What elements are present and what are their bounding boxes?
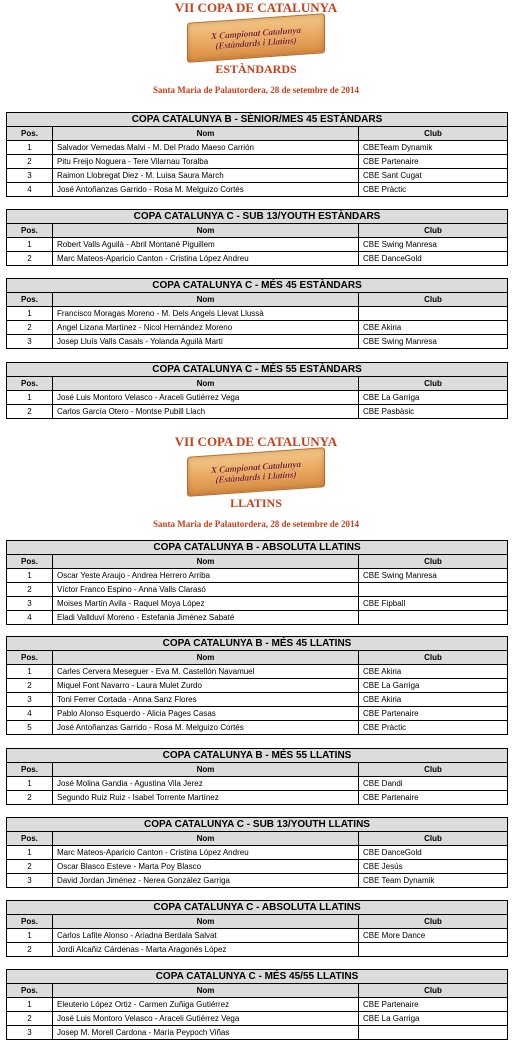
category-title: COPA CATALUNYA B - MÉS 55 LLATINS bbox=[7, 749, 508, 763]
row-pos: 2 bbox=[7, 405, 53, 419]
results-table-block bbox=[0, 636, 512, 735]
table-row bbox=[7, 155, 508, 169]
competition-title: VII COPA DE CATALUNYA bbox=[174, 0, 338, 15]
row-couple: Segundo Ruiz Ruiz - Isabel Torrente Martínez bbox=[53, 791, 359, 805]
row-couple: Jordi Alcañiz Cárdenas - Marta Aragonés López bbox=[53, 943, 359, 957]
table-row bbox=[7, 321, 508, 335]
row-couple: Josep Lluís Valls Casals - Yolanda Aguilà Marti bbox=[53, 335, 359, 349]
row-couple: Oscar Blasco Esteve - Marta Poy Blasco bbox=[53, 860, 359, 874]
table-row bbox=[7, 860, 508, 874]
row-club: CBE More Dance bbox=[359, 929, 508, 943]
table-row bbox=[7, 583, 508, 597]
event-date: Santa Maria de Palautordera, 28 de setembre de 2014 bbox=[152, 519, 360, 529]
row-club: CBE DanceGold bbox=[359, 252, 508, 266]
table-row bbox=[7, 679, 508, 693]
category-title: COPA CATALUNYA C - ABSOLUTA LLATINS bbox=[7, 901, 508, 915]
table-row bbox=[7, 405, 508, 419]
row-club: CBE Team Dynamik bbox=[359, 874, 508, 888]
col-header-pos: Pos. bbox=[7, 293, 53, 307]
results-table bbox=[6, 112, 508, 197]
row-couple: Oscar Yeste Araujo - Andrea Herrero Arriba bbox=[53, 569, 359, 583]
row-club bbox=[359, 307, 508, 321]
row-pos: 1 bbox=[7, 141, 53, 155]
standards-header bbox=[0, 0, 512, 96]
col-header-club: Club bbox=[359, 984, 508, 998]
row-pos: 2 bbox=[7, 583, 53, 597]
row-pos: 3 bbox=[7, 597, 53, 611]
row-couple: Carlos Lafite Alonso - Ariadna Berdala Salvat bbox=[53, 929, 359, 943]
table-row bbox=[7, 1026, 508, 1040]
row-couple: José Antoñanzas Garrido - Rosa M. Melguizo Cortés bbox=[53, 721, 359, 735]
table-row bbox=[7, 874, 508, 888]
row-club: CBE Pràctic bbox=[359, 721, 508, 735]
table-row bbox=[7, 569, 508, 583]
col-header-club: Club bbox=[359, 293, 508, 307]
row-club: CBE DanceGold bbox=[359, 846, 508, 860]
row-club: CBE La Garriga bbox=[359, 679, 508, 693]
row-club bbox=[359, 943, 508, 957]
row-pos: 1 bbox=[7, 998, 53, 1012]
col-header-club: Club bbox=[359, 555, 508, 569]
col-header-name: Nom bbox=[53, 832, 359, 846]
table-row bbox=[7, 998, 508, 1012]
logo-text: X Campionat Catalunya (Estàndards i Llatins) bbox=[210, 458, 302, 485]
table-row bbox=[7, 238, 508, 252]
row-club bbox=[359, 611, 508, 625]
category-title: COPA CATALUNYA C - MÉS 55 ESTÀNDARS bbox=[7, 363, 508, 377]
table-row bbox=[7, 141, 508, 155]
col-header-name: Nom bbox=[53, 377, 359, 391]
table-row bbox=[7, 597, 508, 611]
table-row bbox=[7, 183, 508, 197]
col-header-club: Club bbox=[359, 224, 508, 238]
col-header-pos: Pos. bbox=[7, 651, 53, 665]
row-club: CBE Partenaire bbox=[359, 155, 508, 169]
row-pos: 2 bbox=[7, 321, 53, 335]
row-pos: 4 bbox=[7, 707, 53, 721]
results-table bbox=[6, 278, 508, 349]
row-club: CBE Swing Manresa bbox=[359, 238, 508, 252]
row-couple: Carles Cervera Meseguer - Eva M. Castellón Navamuel bbox=[53, 665, 359, 679]
row-pos: 2 bbox=[7, 943, 53, 957]
table-row bbox=[7, 943, 508, 957]
category-title: COPA CATALUNYA B - ABSOLUTA LLATINS bbox=[7, 541, 508, 555]
event-date: Santa Maria de Palautordera, 28 de setembre de 2014 bbox=[152, 85, 360, 95]
row-club bbox=[359, 583, 508, 597]
discipline-title: LLATINS bbox=[230, 496, 282, 510]
results-table-block bbox=[0, 900, 512, 957]
discipline-title: ESTÀNDARDS bbox=[215, 62, 297, 76]
row-couple: Eladi Vallduví Moreno - Estefania Jiménez Sabaté bbox=[53, 611, 359, 625]
col-header-pos: Pos. bbox=[7, 984, 53, 998]
col-header-pos: Pos. bbox=[7, 763, 53, 777]
row-club: CBE Jesús bbox=[359, 860, 508, 874]
row-pos: 3 bbox=[7, 335, 53, 349]
row-pos: 4 bbox=[7, 611, 53, 625]
row-club: CBE Fipball bbox=[359, 597, 508, 611]
row-pos: 1 bbox=[7, 391, 53, 405]
results-table-block bbox=[0, 540, 512, 625]
row-couple: David Jordan Jiménez - Nerea González Garriga bbox=[53, 874, 359, 888]
col-header-pos: Pos. bbox=[7, 832, 53, 846]
col-header-name: Nom bbox=[53, 763, 359, 777]
row-club: CBE La Garriga bbox=[359, 1012, 508, 1026]
row-pos: 3 bbox=[7, 693, 53, 707]
row-pos: 1 bbox=[7, 307, 53, 321]
championship-logo bbox=[187, 13, 325, 63]
row-couple: Carlos García Otero - Montse Pubill Llach bbox=[53, 405, 359, 419]
col-header-name: Nom bbox=[53, 127, 359, 141]
row-couple: Pitu Freijo Noguera - Tere Vilarnau Toralba bbox=[53, 155, 359, 169]
results-table bbox=[6, 362, 508, 419]
row-club bbox=[359, 1026, 508, 1040]
row-club: CBE Partenaire bbox=[359, 707, 508, 721]
row-couple: José Luis Montoro Velasco - Araceli Gutiérrez Vega bbox=[53, 1012, 359, 1026]
row-couple: Josep M. Morell Cardona - María Peypoch Viñas bbox=[53, 1026, 359, 1040]
row-pos: 1 bbox=[7, 238, 53, 252]
results-table-block bbox=[0, 278, 512, 349]
championship-logo bbox=[187, 447, 325, 497]
row-pos: 2 bbox=[7, 860, 53, 874]
row-club: CBE Akiria bbox=[359, 321, 508, 335]
row-couple: José Antoñanzas Garrido - Rosa M. Melguizo Cortés bbox=[53, 183, 359, 197]
row-pos: 3 bbox=[7, 874, 53, 888]
row-club: CBE Pràctic bbox=[359, 183, 508, 197]
col-header-name: Nom bbox=[53, 224, 359, 238]
table-row bbox=[7, 1012, 508, 1026]
row-pos: 1 bbox=[7, 777, 53, 791]
col-header-club: Club bbox=[359, 377, 508, 391]
results-table-block bbox=[0, 209, 512, 266]
row-pos: 2 bbox=[7, 155, 53, 169]
row-pos: 1 bbox=[7, 929, 53, 943]
col-header-pos: Pos. bbox=[7, 915, 53, 929]
col-header-club: Club bbox=[359, 651, 508, 665]
row-couple: Miquel Font Navarro - Laura Mulet Zurdo bbox=[53, 679, 359, 693]
results-table-block bbox=[0, 969, 512, 1040]
row-pos: 1 bbox=[7, 569, 53, 583]
table-row bbox=[7, 391, 508, 405]
col-header-name: Nom bbox=[53, 915, 359, 929]
col-header-pos: Pos. bbox=[7, 555, 53, 569]
competition-title: VII COPA DE CATALUNYA bbox=[174, 434, 338, 449]
row-couple: Eleuterio López Ortiz - Carmen Zuñiga Gutiérrez bbox=[53, 998, 359, 1012]
row-club: CBE Partenaire bbox=[359, 998, 508, 1012]
table-row bbox=[7, 693, 508, 707]
row-couple: Robert Valls Aguilà - Abril Montané Piguillem bbox=[53, 238, 359, 252]
results-table bbox=[6, 209, 508, 266]
row-pos: 2 bbox=[7, 1012, 53, 1026]
row-club: CBE Sant Cugat bbox=[359, 169, 508, 183]
row-pos: 2 bbox=[7, 679, 53, 693]
row-couple: Toni Ferrer Cortada - Anna Sanz Flores bbox=[53, 693, 359, 707]
row-couple: José Luis Montoro Velasco - Araceli Gutiérrez Vega bbox=[53, 391, 359, 405]
category-title: COPA CATALUNYA C - MÉS 45/55 LLATINS bbox=[7, 970, 508, 984]
row-club: CBE Swing Manresa bbox=[359, 335, 508, 349]
results-table bbox=[6, 817, 508, 888]
col-header-name: Nom bbox=[53, 651, 359, 665]
col-header-club: Club bbox=[359, 127, 508, 141]
col-header-club: Club bbox=[359, 915, 508, 929]
row-pos: 1 bbox=[7, 665, 53, 679]
col-header-pos: Pos. bbox=[7, 377, 53, 391]
row-club: CBE Akiria bbox=[359, 665, 508, 679]
row-couple: Raimon Llobregat Diez - M. Luisa Saura March bbox=[53, 169, 359, 183]
results-table bbox=[6, 748, 508, 805]
table-row bbox=[7, 791, 508, 805]
row-pos: 3 bbox=[7, 1026, 53, 1040]
row-club: CBE Akiria bbox=[359, 693, 508, 707]
row-couple: Moises Martín Avila - Raquel Moya López bbox=[53, 597, 359, 611]
row-pos: 3 bbox=[7, 169, 53, 183]
row-club: CBETeam Dynamik bbox=[359, 141, 508, 155]
results-table-block bbox=[0, 362, 512, 419]
results-table bbox=[6, 636, 508, 735]
category-title: COPA CATALUNYA C - SUB 13/YOUTH LLATINS bbox=[7, 818, 508, 832]
latin-header bbox=[0, 434, 512, 530]
results-table bbox=[6, 969, 508, 1040]
col-header-name: Nom bbox=[53, 984, 359, 998]
row-couple: Marc Mateos-Aparicio Canton - Cristina López Andreu bbox=[53, 846, 359, 860]
row-club: CBE Pasbàsic bbox=[359, 405, 508, 419]
logo-text: X Campionat Catalunya (Estàndards i Llatins) bbox=[210, 24, 302, 51]
table-row bbox=[7, 721, 508, 735]
category-title: COPA CATALUNYA B - SÈNIOR/MES 45 ESTÀNDARS bbox=[7, 113, 508, 127]
results-table-block bbox=[0, 112, 512, 197]
row-pos: 1 bbox=[7, 846, 53, 860]
table-row bbox=[7, 846, 508, 860]
table-row bbox=[7, 707, 508, 721]
results-table-block bbox=[0, 817, 512, 888]
row-couple: Marc Mateos-Aparicio Canton - Cristina López Andreu bbox=[53, 252, 359, 266]
row-pos: 2 bbox=[7, 791, 53, 805]
row-club: CBE Dandi bbox=[359, 777, 508, 791]
row-couple: Francisco Moragas Moreno - M. Dels Angels Llevat Llussà bbox=[53, 307, 359, 321]
row-pos: 4 bbox=[7, 183, 53, 197]
table-row bbox=[7, 611, 508, 625]
table-row bbox=[7, 335, 508, 349]
col-header-club: Club bbox=[359, 832, 508, 846]
row-club: CBE Swing Manresa bbox=[359, 569, 508, 583]
table-row bbox=[7, 665, 508, 679]
table-row bbox=[7, 307, 508, 321]
col-header-club: Club bbox=[359, 763, 508, 777]
table-row bbox=[7, 777, 508, 791]
category-title: COPA CATALUNYA C - SUB 13/YOUTH ESTÀNDARS bbox=[7, 210, 508, 224]
table-row bbox=[7, 169, 508, 183]
row-pos: 5 bbox=[7, 721, 53, 735]
col-header-pos: Pos. bbox=[7, 127, 53, 141]
category-title: COPA CATALUNYA C - MÉS 45 ESTÀNDARS bbox=[7, 279, 508, 293]
row-couple: Pablo Alonso Esquerdo - Alicia Pages Casas bbox=[53, 707, 359, 721]
row-club: CBE La Garriga bbox=[359, 391, 508, 405]
row-club: CBE Partenaire bbox=[359, 791, 508, 805]
row-couple: José Molina Gandia - Agustina Vila Jerez bbox=[53, 777, 359, 791]
results-table bbox=[6, 900, 508, 957]
row-couple: Angel Lizana Martínez - Nicol Hernández Moreno bbox=[53, 321, 359, 335]
results-table bbox=[6, 540, 508, 625]
col-header-pos: Pos. bbox=[7, 224, 53, 238]
row-couple: Salvador Vernedas Malvi - M. Del Prado Maeso Carrión bbox=[53, 141, 359, 155]
row-pos: 2 bbox=[7, 252, 53, 266]
category-title: COPA CATALUNYA B - MÉS 45 LLATINS bbox=[7, 637, 508, 651]
results-table-block bbox=[0, 748, 512, 805]
table-row bbox=[7, 252, 508, 266]
table-row bbox=[7, 929, 508, 943]
col-header-name: Nom bbox=[53, 293, 359, 307]
row-couple: Víctor Franco Espino - Anna Valls Clarasó bbox=[53, 583, 359, 597]
col-header-name: Nom bbox=[53, 555, 359, 569]
